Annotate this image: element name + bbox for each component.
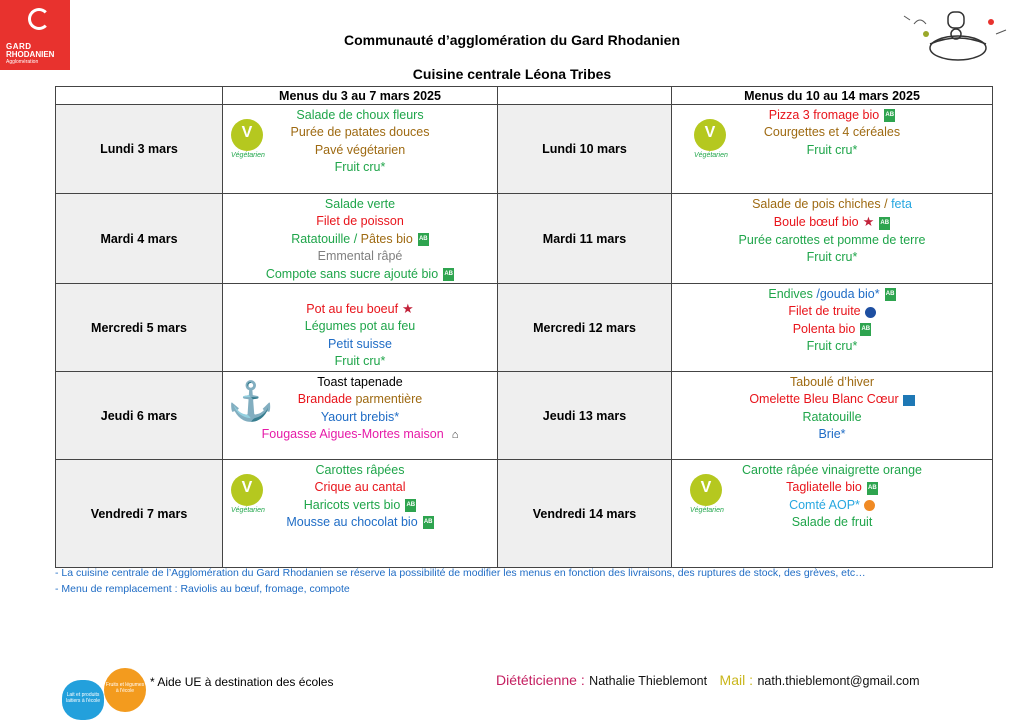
table-row: [56, 284, 993, 372]
dish-item: Brandade parmentière: [297, 392, 423, 407]
agriculture-biologique-icon: AB: [879, 217, 890, 230]
dish-item: Ratatouille / Pâtes bio AB: [291, 231, 428, 246]
dish-item: Filet de poisson: [316, 214, 404, 229]
dish-item: Petit suisse: [328, 336, 392, 351]
dish-item: Salade de choux fleurs: [296, 108, 424, 122]
dish-item: Pavé végétarien: [314, 142, 406, 157]
agriculture-biologique-icon: AB: [885, 288, 896, 301]
dish-item: Purée de patates douces: [290, 125, 430, 140]
logo-line2: RHODANIEN: [6, 50, 55, 59]
school-program-badges: [62, 668, 146, 720]
dish-item: Fruit cru*: [806, 142, 858, 157]
dish-item: Carotte râpée vinaigrette orange: [742, 463, 922, 478]
dish-item: Toast tapenade: [317, 375, 403, 390]
note-line: - Menu de remplacement : Raviolis au bœuf, fromage, compote: [55, 583, 350, 595]
bleu-blanc-coeur-icon: [903, 395, 915, 406]
dish-item: Brie*: [818, 427, 846, 442]
dish-item: Taboulé d’hiver: [789, 375, 875, 390]
day-cell: Jeudi 13 mars: [498, 372, 672, 460]
day-cell: Vendredi 7 mars: [56, 460, 223, 568]
dish-item: Fruit cru*: [806, 250, 858, 265]
menu-cell: [223, 372, 498, 460]
dish-item: Tagliatelle bio AB: [786, 480, 877, 495]
header-empty-cell: [498, 87, 672, 105]
dish-item: Filet de truite: [672, 303, 992, 320]
aide-ue-note: * Aide UE à destination des écoles: [150, 675, 334, 689]
header-empty-cell: [56, 87, 223, 105]
day-cell: Mercredi 5 mars: [56, 284, 223, 372]
dieteticienne-name: Nathalie Thieblemont: [589, 674, 708, 688]
dish-item: Purée carottes et pomme de terre: [738, 232, 926, 247]
menu-cell: [672, 460, 993, 568]
agriculture-biologique-icon: AB: [443, 268, 454, 281]
dish-item: Yaourt brebis*: [320, 409, 400, 424]
notes: [55, 565, 866, 597]
msc-fish-icon: [865, 307, 876, 318]
logo-line1: GARD: [6, 42, 32, 51]
label-rouge-star-icon: ★: [862, 214, 875, 230]
menu-table: [55, 86, 993, 568]
vegetarien-label-icon: V Végétarien: [231, 119, 263, 163]
dish-item: Haricots verts bio AB: [303, 497, 416, 512]
dish-item: Mousse au chocolat bio AB: [286, 515, 433, 530]
dish-item: Courgettes et 4 céréales: [763, 125, 901, 140]
logo-line3: Agglomération: [6, 59, 39, 65]
table-row: [56, 372, 993, 460]
mail-link[interactable]: nath.thieblemont@gmail.com: [757, 674, 920, 688]
menu-cell: [223, 194, 498, 284]
day-cell: Mardi 11 mars: [498, 194, 672, 284]
fruits-ecole-badge: Fruits et légumes à l'école: [104, 668, 146, 712]
day-cell: Vendredi 14 mars: [498, 460, 672, 568]
week1-header: Menus du 3 au 7 mars 2025: [223, 87, 498, 105]
dish-item: Légumes pot au feu: [304, 319, 416, 334]
dish-item: Ratatouille: [802, 409, 862, 424]
agriculture-biologique-icon: AB: [418, 233, 429, 246]
label-rouge-star-icon: ★: [402, 301, 414, 317]
agriculture-biologique-icon: AB: [867, 482, 878, 495]
dish-item: Compote sans sucre ajouté bio AB: [265, 266, 453, 281]
dish-item: Fougasse Aigues-Mortes maison ⌂: [223, 426, 497, 444]
day-cell: Mardi 4 mars: [56, 194, 223, 284]
menu-cell: [672, 284, 993, 372]
contact-line: [496, 672, 920, 690]
day-cell: Jeudi 6 mars: [56, 372, 223, 460]
vegetarien-label-icon: V Végétarien: [694, 119, 726, 163]
dish-item: Pizza 3 fromage bio AB: [768, 108, 895, 122]
dish-item: Salade verte: [324, 197, 396, 211]
day-cell: Mercredi 12 mars: [498, 284, 672, 372]
agriculture-biologique-icon: AB: [860, 323, 871, 336]
table-row: [56, 194, 993, 284]
week2-header: Menus du 10 au 14 mars 2025: [672, 87, 993, 105]
page-subtitle: Cuisine centrale Léona Tribes: [412, 66, 612, 82]
camargue-cross-icon: ⚓: [227, 381, 275, 424]
dish-item: Omelette Bleu Blanc Cœur: [672, 391, 992, 408]
page-title: Communauté d’agglomération du Gard Rhodanien: [343, 32, 680, 48]
agriculture-biologique-icon: AB: [423, 516, 434, 529]
dieteticienne-label: Diététicienne :: [496, 672, 585, 688]
dish-item: Crique au cantal: [314, 480, 406, 495]
menu-cell: [223, 284, 498, 372]
menu-cell: [672, 372, 993, 460]
dish-item: Salade de pois chiches / feta: [752, 197, 912, 211]
agriculture-biologique-icon: AB: [405, 499, 416, 512]
dish-item: Boule bœuf bio ★ AB: [773, 214, 890, 230]
dish-item: Fruit cru*: [334, 354, 386, 369]
menu-cell: [223, 105, 498, 194]
menu-cell: [223, 460, 498, 568]
dish-item: Salade de fruit: [791, 515, 873, 530]
vegetarien-label-icon: V Végétarien: [690, 474, 722, 518]
vegetarien-label-icon: V Végétarien: [231, 474, 263, 518]
dish-item: Polenta bio AB: [792, 321, 871, 336]
fait-maison-icon: ⌂: [451, 429, 459, 442]
dish-item: Comté AOP*: [672, 497, 992, 514]
day-cell: Lundi 10 mars: [498, 105, 672, 194]
table-header-row: [56, 87, 993, 105]
logo-swirl-icon: [28, 8, 50, 30]
agriculture-biologique-icon: AB: [884, 109, 895, 122]
dish-item: Emmental râpé: [317, 249, 403, 264]
note-line: - La cuisine centrale de l’Agglomération du Gard Rhodanien se réserve la possibilité de modifier les menus en fonction des livraisons, des ruptures de stock, des grèves, etc…: [55, 567, 866, 579]
menu-cell: [672, 194, 993, 284]
lait-ecole-badge: Lait et produits laitiers à l'école: [62, 680, 104, 720]
table-row: [56, 105, 993, 194]
menu-cell: [672, 105, 993, 194]
aop-icon: [864, 500, 875, 511]
dish-item: Carottes râpées: [315, 463, 405, 478]
mail-label: Mail :: [719, 672, 753, 688]
table-row: [56, 460, 993, 568]
day-cell: Lundi 3 mars: [56, 105, 223, 194]
dish-item: Endives /gouda bio* AB: [768, 287, 895, 302]
dish-item: Fruit cru*: [334, 160, 386, 175]
dish-item: Fruit cru*: [806, 339, 858, 354]
dish-item: Pot au feu boeuf ★: [306, 301, 414, 317]
